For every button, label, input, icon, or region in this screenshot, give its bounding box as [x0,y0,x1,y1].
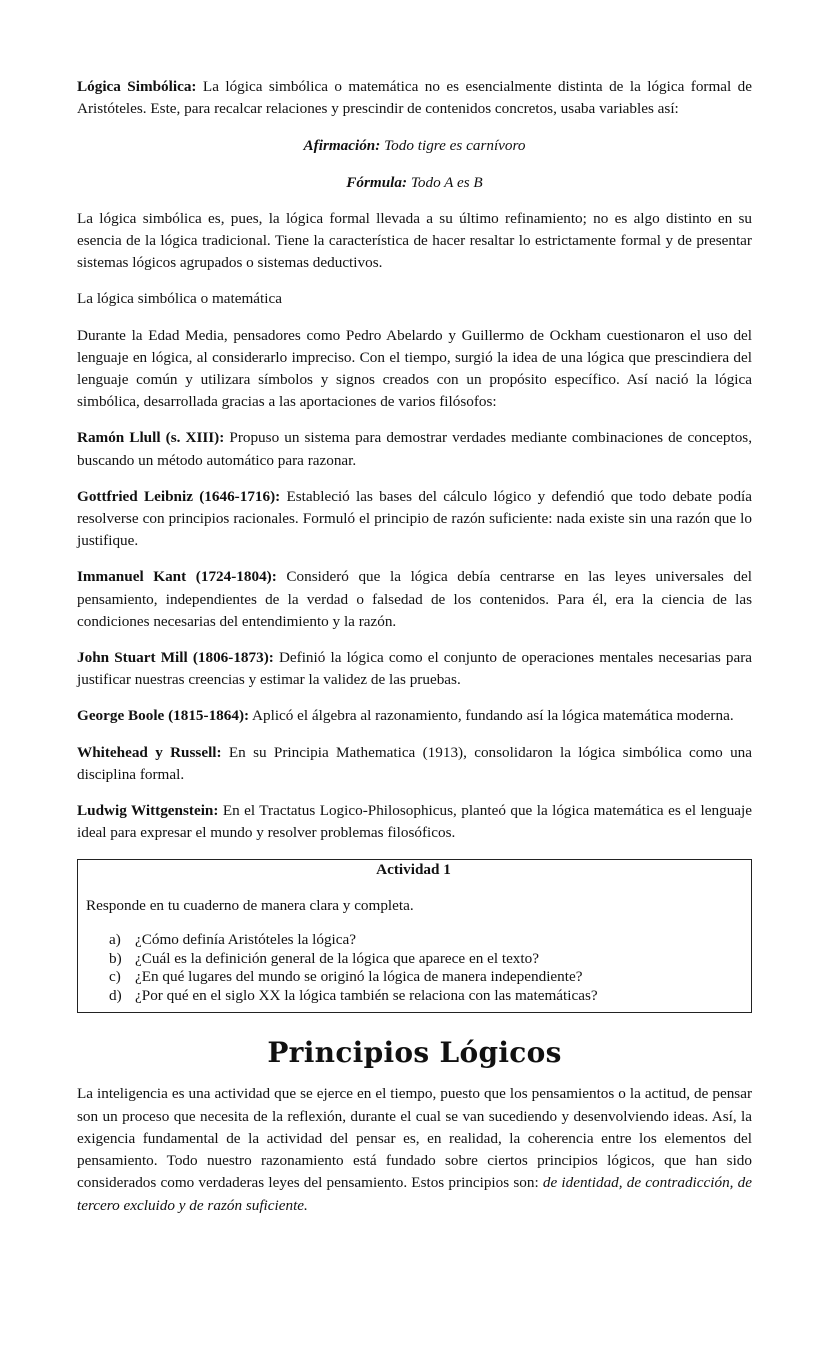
affirmation-label: Afirmación: [303,137,381,155]
philosopher-name: Gottfried Leibniz (1646-1716): [77,487,281,505]
activity-instruction: Responde en tu cuaderno de manera clara y completa. [86,897,414,915]
philosopher-whitehead-russell [77,742,752,786]
philosopher-wittgenstein [77,800,752,844]
logica-simbolica-text: La lógica simbólica o matemática no es esencialmente distinta de la lógica formal de Aristóteles. Este, para recalcar relaciones y prescindir de contenidos concretos, usaba variables así: [77,78,753,118]
philosopher-name: Ramón Llull (s. XIII): [77,429,225,447]
affirmation-example [77,135,752,157]
activity-question-list [86,931,741,1005]
activity-title: Actividad 1 [376,861,451,879]
question-text: ¿Cuál es la definición general de la lógica que aparece en el texto? [135,949,539,967]
activity-box [77,859,752,1013]
activity-question [109,931,741,950]
formula-text: Todo A es B [407,173,483,191]
philosopher-name: George Boole (1815-1864): [77,707,250,725]
philosopher-name: Ludwig Wittgenstein: [77,802,219,820]
question-text: ¿Por qué en el siglo XX la lógica también se relaciona con las matemáticas? [135,986,598,1004]
logica-simbolica-title: Lógica Simbólica: [77,78,197,95]
history-paragraph: Durante la Edad Media, pensadores como Pedro Abelardo y Guillermo de Ockham cuestionaron el uso del lenguaje en lógica, al considerarlo impreciso. Con el tiempo, surgió la idea de una lógica que prescindiera del lenguaje común y utilizara símbolos y signos creados con un propósito específico. Así nació la lógica simbólica, desarrollada gracias a las aportaciones de varios filósofos: [77,326,752,411]
philosopher-mill [77,647,752,691]
formula-example [77,172,752,194]
philosopher-name: Immanuel Kant (1724-1804): [77,568,277,586]
section-heading: Principios Lógicos [267,1036,562,1070]
principios-paragraph [77,1083,752,1216]
question-text: ¿En qué lugares del mundo se originó la lógica de manera independiente? [135,968,583,986]
formula-label: Fórmula: [346,173,408,191]
activity-question [109,987,741,1006]
logica-simbolica-paragraph [77,76,752,120]
philosopher-text: Consideró que la lógica debía centrarse en las leyes universales del pensamiento, independientes de la verdad o falsedad de los contenidos. Para él, era la ciencia de las condiciones necesarias del entendimiento y la razón. [77,568,752,630]
philosopher-text: En su Principia Mathematica (1913), consolidaron la lógica simbólica como una disciplina formal. [77,743,753,783]
question-letter: b) [109,949,122,967]
question-letter: c) [109,968,121,986]
activity-question [109,968,741,987]
philosopher-text: Propuso un sistema para demostrar verdades mediante combinaciones de conceptos, buscando un método automático para razonar. [77,429,753,469]
principios-text: La inteligencia es una actividad que se ejerce en el tiempo, puesto que los pensamientos o la actitud, de pensar son un proceso que necesita de la reflexión, durante el cual se van sucediendo y desenvolviendo ideas. Así, la exigencia fundamental de la actividad del pensar es, en realidad, la coherencia entre los elementos del pensamiento. Todo nuestro razonamiento está fundado sobre ciertos principios lógicos, que han sido considerados como verdaderas leyes del pensamiento. Estos principios son: [77,1085,752,1192]
activity-question [109,950,741,969]
philosopher-text: Estableció las bases del cálculo lógico y defendió que todo debate podía resolverse con principios racionales. Formuló el principio de razón suficiente: nada existe sin una razón que lo justifique. [77,487,752,550]
philosopher-llull [77,427,752,471]
philosopher-leibniz [77,486,752,553]
question-letter: a) [109,931,121,949]
principios-text-italic: de identidad, de contradicción, de tercero excluido y de razón suficiente. [77,1174,752,1214]
philosopher-name: John Stuart Mill (1806-1873): [77,649,274,667]
affirmation-text: Todo tigre es carnívoro [380,137,526,155]
refinement-paragraph: La lógica simbólica es, pues, la lógica formal llevada a su último refinamiento; no es algo distinto en su esencia de la lógica tradicional. Tiene la característica de hacer resaltar lo estrictamente formal y de presentar sistemas lógicos agrupados o sistemas deductivos. [77,209,752,272]
philosopher-boole [77,705,752,727]
document-page [77,76,752,1217]
question-letter: d) [109,986,122,1004]
philosopher-name: Whitehead y Russell: [77,743,222,761]
question-text: ¿Cómo definía Aristóteles la lógica? [135,931,356,949]
subheading-paragraph: La lógica simbólica o matemática [77,290,282,308]
philosopher-kant [77,566,752,633]
philosopher-text: En el Tractatus Logico-Philosophicus, planteó que la lógica matemática es el lenguaje ideal para expresar el mundo y resolver problemas filosóficos. [77,802,753,842]
philosopher-text: Aplicó el álgebra al razonamiento, fundando así la lógica matemática moderna. [249,707,734,725]
philosopher-text: Definió la lógica como el conjunto de operaciones mentales necesarias para justificar nuestras creencias y estimar la validez de las pruebas. [77,649,752,689]
